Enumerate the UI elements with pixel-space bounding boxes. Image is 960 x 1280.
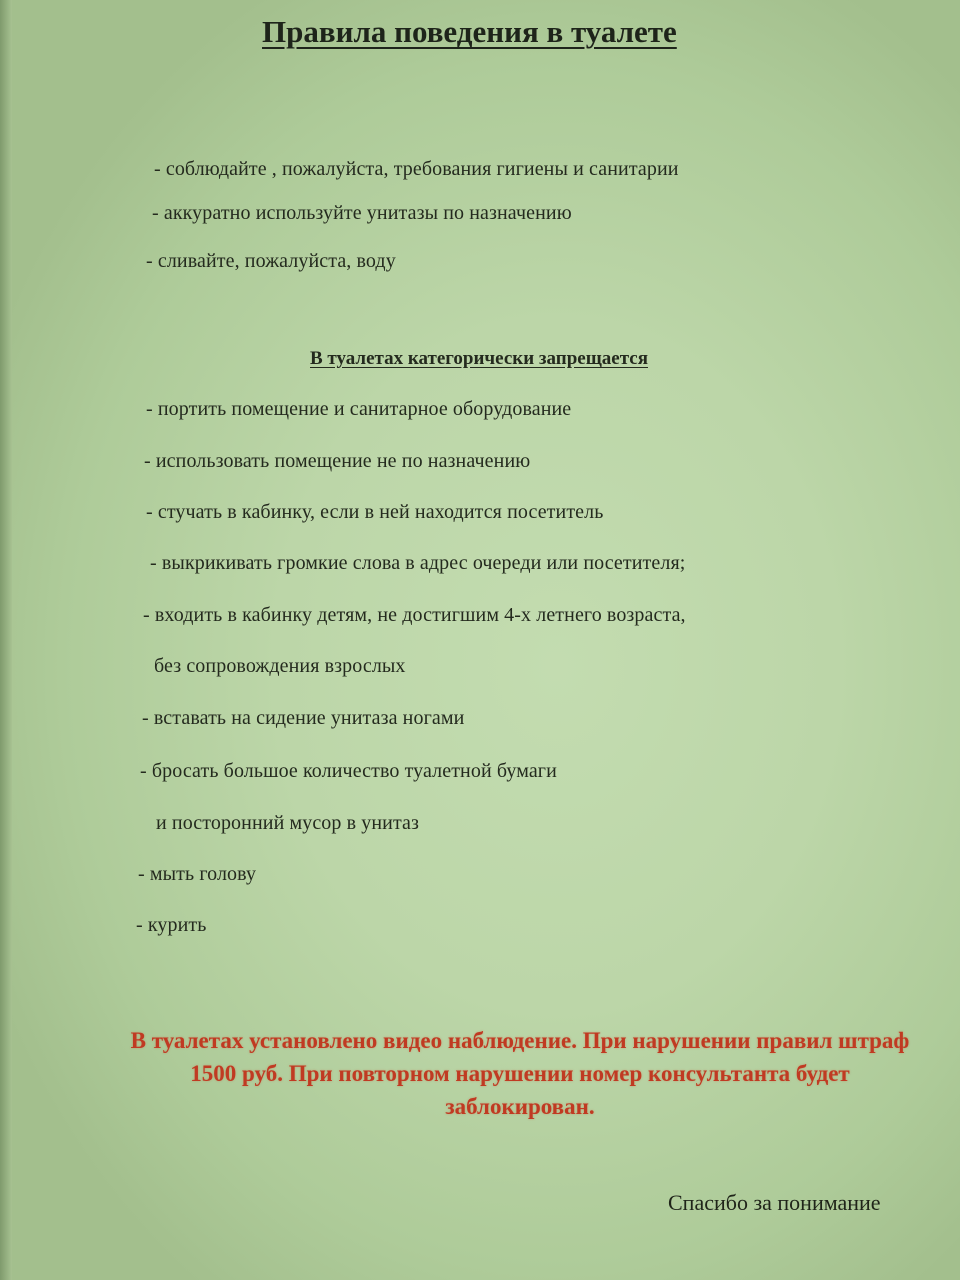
prohibited-item: - бросать большое количество туалетной бумаги [140, 760, 557, 782]
prohibited-item: - портить помещение и санитарное оборудование [146, 398, 572, 420]
prohibited-item: - выкрикивать громкие слова в адрес очереди или посетителя; [150, 552, 686, 574]
rule-use-toilets: - аккуратно используйте унитазы по назначению [152, 202, 572, 224]
prohibited-item-continuation: без сопровождения взрослых [154, 655, 406, 677]
prohibited-item: - курить [136, 914, 207, 936]
rule-flush: - сливайте, пожалуйста, воду [146, 250, 396, 272]
rule-hygiene: - соблюдайте , пожалуйста, требования гигиены и санитарии [154, 158, 679, 180]
prohibited-item: - мыть голову [138, 863, 257, 885]
thanks-note: Спасибо за понимание [668, 1190, 881, 1215]
prohibited-item: - использовать помещение не по назначению [144, 450, 531, 472]
prohibited-item: - вставать на сидение унитаза ногами [142, 707, 465, 729]
video-surveillance-warning: В туалетах установлено видео наблюдение. При нарушении правил штраф 1500 руб. При повторном нарушении номер консультанта будет заблокирован. [130, 1028, 910, 1119]
paper-edge [0, 0, 12, 1280]
prohibited-item-continuation: и посторонний мусор в унитаз [156, 812, 420, 834]
prohibited-heading: В туалетах категорически запрещается [310, 348, 648, 369]
document-title: Правила поведения в туалете [262, 14, 677, 49]
prohibited-item: - стучать в кабинку, если в ней находится посетитель [146, 501, 604, 523]
prohibited-item: - входить в кабинку детям, не достигшим 4-х летнего возраста, [143, 604, 686, 626]
